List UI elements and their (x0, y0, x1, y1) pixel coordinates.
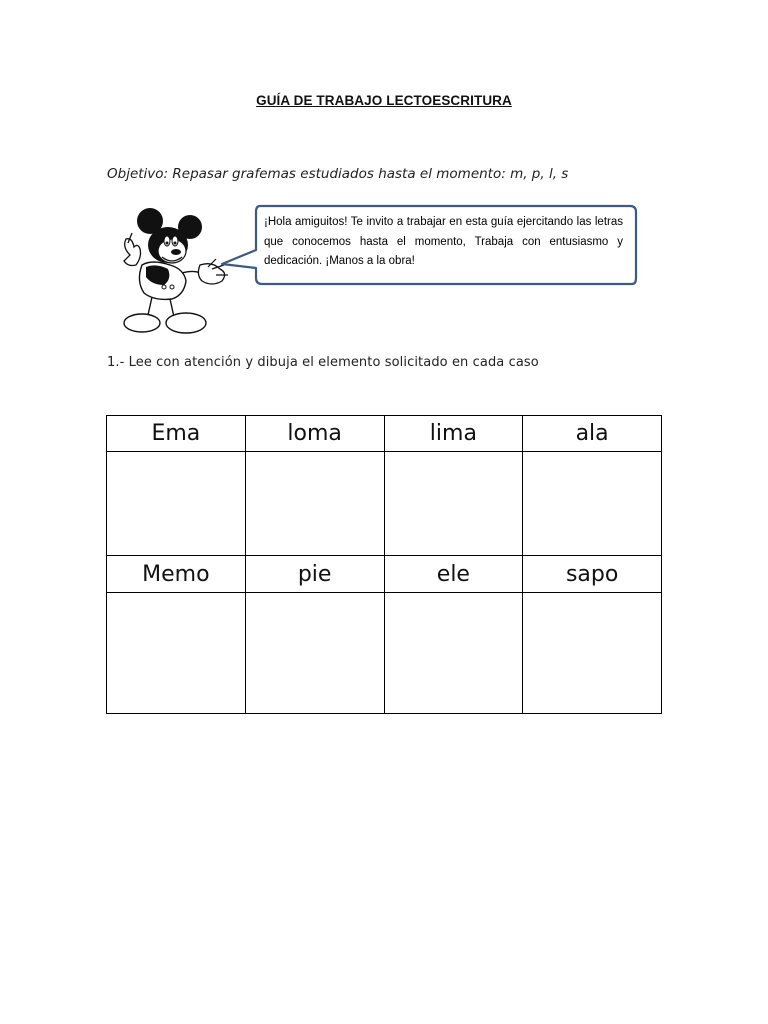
word-cell: Memo (107, 556, 246, 592)
word-cell: ala (523, 416, 662, 452)
table-row (107, 452, 662, 556)
drawing-cell (245, 452, 384, 556)
table-row (107, 556, 662, 592)
word-cell: ele (384, 556, 523, 592)
drawing-cell (107, 592, 246, 713)
instruction-text: 1.- Lee con atención y dibuja el elemento solicitado en cada caso (107, 355, 539, 370)
speech-bubble-text: ¡Hola amiguitos! Te invito a trabajar en esta guía ejercitando las letras que conocemos hasta el momento, Trabaja con entusiasmo y dedicación. ¡Manos a la obra! (264, 216, 623, 267)
table-row (107, 416, 662, 452)
table-row (107, 592, 662, 713)
word-cell: pie (245, 556, 384, 592)
drawing-cell (245, 592, 384, 713)
word-cell: lima (384, 416, 523, 452)
objective-text: Objetivo: Repasar grafemas estudiados hasta el momento: m, p, l, s (107, 166, 569, 182)
drawing-cell (107, 452, 246, 556)
page-title: GUÍA DE TRABAJO LECTOESCRITURA (256, 93, 512, 108)
drawing-table (106, 415, 662, 714)
word-cell: loma (245, 416, 384, 452)
drawing-cell (523, 452, 662, 556)
drawing-cell (523, 592, 662, 713)
word-cell: sapo (523, 556, 662, 592)
drawing-cell (384, 452, 523, 556)
drawing-cell (384, 592, 523, 713)
word-cell: Ema (107, 416, 246, 452)
